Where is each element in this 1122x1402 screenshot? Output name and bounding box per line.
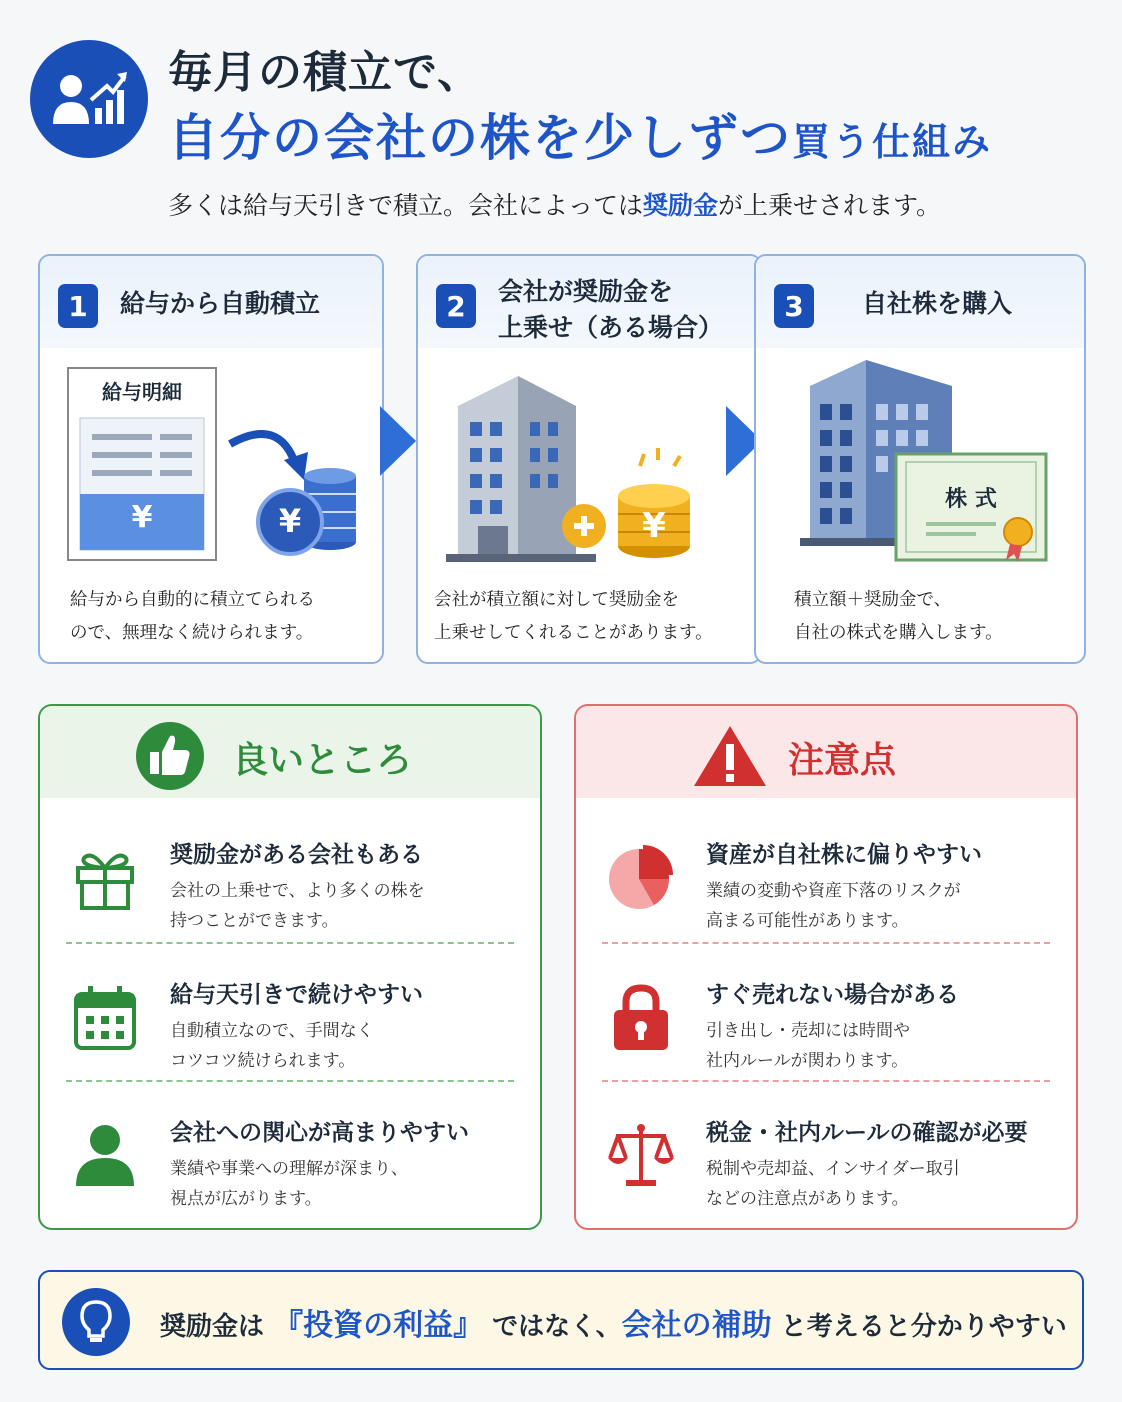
payslip-illustration [40, 356, 386, 576]
chevron-right-icon [380, 406, 416, 476]
step-title: 給与から自動積立 [120, 289, 321, 318]
step-title: 自社株を購入 [862, 289, 1013, 318]
pie-chart-icon [606, 842, 676, 912]
tip-part: ではなく、 [492, 1312, 622, 1342]
divider [602, 942, 1050, 944]
person-icon [70, 1120, 140, 1190]
item-desc [170, 876, 425, 936]
lock-icon [606, 982, 676, 1052]
growth-chart-icon [30, 40, 148, 158]
item-title: 給与天引きで続けやすい [170, 982, 423, 1008]
lightbulb-icon [62, 1288, 130, 1356]
step-card-1 [38, 254, 384, 664]
desc-line: ので、無理なく続けられます。 [70, 623, 314, 643]
title-small: 買う仕組み [792, 120, 993, 164]
payslip-label: 給与明細 [102, 380, 182, 404]
cons-item [576, 946, 1076, 1084]
item-title: 資産が自社株に偏りやすい [706, 842, 982, 868]
item-desc [706, 876, 961, 936]
gift-icon [70, 842, 140, 912]
title-line1: 毎月の積立で、 [168, 47, 483, 98]
thumbs-up-icon [136, 722, 204, 790]
item-desc [706, 1016, 910, 1076]
step-title [498, 274, 723, 346]
pros-item [40, 946, 540, 1084]
scale-icon [606, 1120, 676, 1190]
pros-panel [38, 704, 542, 1230]
yen-coin-symbol: ¥ [642, 506, 666, 546]
subtitle-before: 多くは給与天引きで積立。会社によっては [168, 191, 644, 220]
desc-line: などの注意点があります。 [706, 1189, 909, 1209]
calendar-icon [70, 982, 140, 1052]
stock-certificate-illustration [756, 356, 1102, 576]
desc-line: コツコツ続けられます。 [170, 1051, 356, 1071]
tip-emphasis: 『投資の利益』 [273, 1308, 484, 1343]
step-description [794, 584, 1003, 650]
building-coin-illustration [418, 356, 764, 576]
step-number: 3 [774, 284, 814, 328]
cons-title: 注意点 [788, 740, 897, 781]
item-desc [706, 1154, 960, 1214]
desc-line: 高まる可能性があります。 [706, 911, 909, 931]
tip-banner [38, 1270, 1084, 1370]
warning-icon [692, 724, 768, 788]
step-description [434, 584, 713, 650]
tip-text [160, 1300, 1067, 1344]
divider [66, 1080, 514, 1082]
cons-panel [574, 704, 1078, 1230]
step-number: 1 [58, 284, 98, 328]
yen-symbol: ¥ [131, 500, 153, 535]
step-title-line: 会社が奨励金を [498, 277, 674, 306]
pros-item [40, 1084, 540, 1222]
title-main: 自分の会社の株を少しずつ [168, 109, 792, 167]
subtitle-highlight: 奨励金 [643, 191, 719, 220]
desc-line: 税制や売却益、インサイダー取引 [706, 1159, 960, 1179]
desc-line: 積立額＋奨励金で、 [794, 590, 952, 610]
desc-line: 上乗せしてくれることがあります。 [434, 623, 713, 643]
divider [602, 1080, 1050, 1082]
tip-part: と考えると分かりやすい [780, 1312, 1067, 1342]
step-card-3 [754, 254, 1086, 664]
tip-emphasis: 会社の補助 [621, 1308, 772, 1343]
desc-line: 業績や事業への理解が深まり、 [170, 1159, 408, 1179]
cons-item [576, 1084, 1076, 1222]
yen-coin-symbol: ¥ [278, 502, 302, 540]
cons-item [576, 806, 1076, 944]
desc-line: 社内ルールが関わります。 [706, 1051, 909, 1071]
desc-line: 自動積立なので、手間なく [170, 1021, 374, 1041]
desc-line: 給与から自動的に積立てられる [70, 590, 315, 610]
item-desc [170, 1016, 374, 1076]
subtitle [168, 186, 941, 222]
desc-line: 会社が積立額に対して奨励金を [434, 590, 679, 610]
subtitle-after: が上乗せされます。 [718, 191, 942, 220]
pros-title: 良いところ [232, 740, 413, 781]
step-title-line: 上乗せ（ある場合） [498, 313, 724, 342]
desc-line: 持つことができます。 [170, 911, 339, 931]
item-desc [170, 1154, 408, 1214]
pros-item [40, 806, 540, 944]
step-description [70, 584, 315, 650]
tip-part: 奨励金は [160, 1312, 265, 1342]
step-card-2 [416, 254, 762, 664]
item-title: すぐ売れない場合がある [706, 982, 959, 1008]
title-line2 [168, 98, 992, 170]
item-title: 税金・社内ルールの確認が必要 [706, 1120, 1028, 1146]
desc-line: 自社の株式を購入します。 [794, 623, 1003, 643]
desc-line: 会社の上乗せで、より多くの株を [170, 881, 425, 901]
step-number: 2 [436, 284, 476, 328]
item-title: 奨励金がある会社もある [170, 842, 423, 868]
item-title: 会社への関心が高まりやすい [170, 1120, 469, 1146]
divider [66, 942, 514, 944]
desc-line: 引き出し・売却には時間や [706, 1021, 910, 1041]
desc-line: 視点が広がります。 [170, 1189, 322, 1209]
desc-line: 業績の変動や資産下落のリスクが [706, 881, 961, 901]
certificate-label: 株 式 [945, 487, 997, 512]
